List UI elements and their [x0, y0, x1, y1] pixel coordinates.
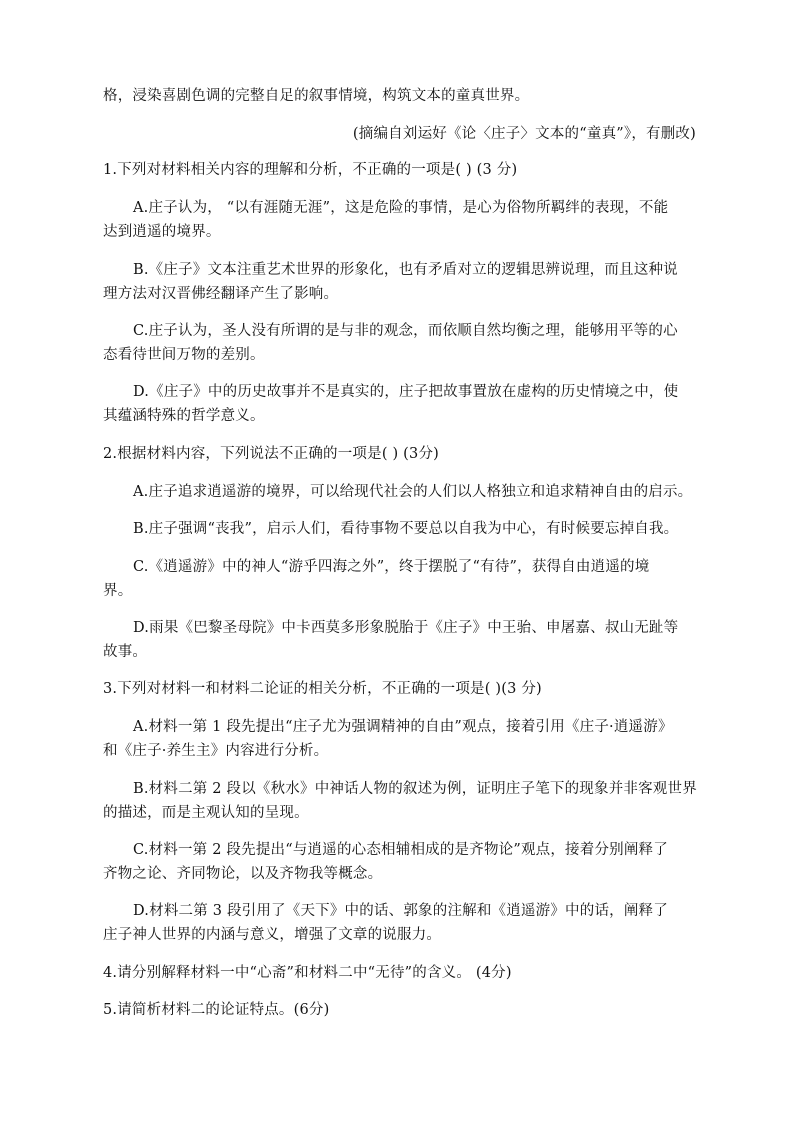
- question-2-option-d-line-1: D.雨果《巴黎圣母院》中卡西莫多形象脱胎于《庄子》中王骀、申屠嘉、叔山无趾等: [133, 620, 679, 636]
- question-1-option-b-line-1: B.《庄子》文本注重艺术世界的形象化，也有矛盾对立的逻辑思辨说理，而且这种说: [133, 262, 678, 278]
- question-5-stem: 5.请简析材料二的论证特点。(6分): [103, 1002, 330, 1018]
- question-2-option-c-line-2: 界。: [103, 583, 133, 599]
- question-2-option-a-line-1: A.庄子追求逍遥游的境界，可以给现代社会的人们以人格独立和追求精神自由的启示。: [133, 484, 693, 500]
- question-1-stem: 1.下列对材料相关内容的理解和分析，不正确的一项是( ) (3 分): [103, 162, 518, 178]
- question-1-option-a-line-2: 达到逍遥的境界。: [103, 224, 221, 240]
- question-4-stem: 4.请分别解释材料一中“心斋”和材料二中“无待”的含义。 (4分): [103, 965, 512, 981]
- question-1-option-b-line-2: 理方法对汉晋佛经翻译产生了影响。: [103, 286, 339, 302]
- question-1-option-c-line-2: 态看待世间万物的差别。: [103, 347, 265, 363]
- question-2-stem: 2.根据材料内容，下列说法不正确的一项是( ) (3分): [103, 446, 440, 462]
- question-1-option-c-line-1: C.庄子认为，圣人没有所谓的是与非的观念，而依顺自然均衡之理，能够用平等的心: [133, 323, 678, 339]
- question-2-option-d-line-2: 故事。: [103, 644, 148, 660]
- question-2-option-b-line-1: B.庄子强调“丧我”，启示人们，看待事物不要总以自我为中心，有时候要忘掉自我。: [133, 521, 679, 537]
- question-2-option-c-line-1: C.《逍遥游》中的神人“游乎四海之外”，终于摆脱了“有待”，获得自由逍遥的境: [133, 559, 650, 575]
- question-3-option-a-line-2: 和《庄子·养生主》内容进行分析。: [103, 743, 329, 759]
- question-3-option-d-line-1: D.材料二第 3 段引用了《天下》中的话、郭象的注解和《逍遥游》中的话，阐释了: [133, 903, 668, 919]
- question-1-option-d-line-1: D.《庄子》中的历史故事并不是真实的，庄子把故事置放在虚构的历史情境之中，使: [133, 384, 679, 400]
- question-1-option-a-line-1: A.庄子认为， “以有涯随无涯”，这是危险的事情，是心为俗物所羁绊的表现，不能: [133, 200, 669, 216]
- question-3-option-c-line-2: 齐物之论、齐同物论，以及齐物我等概念。: [103, 866, 383, 882]
- question-3-option-a-line-1: A.材料一第 1 段先提出“庄子尤为强调精神的自由”观点，接着引用《庄子·逍遥游》: [133, 719, 673, 735]
- question-3-option-d-line-2: 庄子神人世界的内涵与意义，增强了文章的说服力。: [103, 927, 442, 943]
- question-3-stem: 3.下列对材料一和材料二论证的相关分析，不正确的一项是( )(3 分): [103, 681, 542, 697]
- source-citation: (摘编自刘运好《论〈庄子〉文本的“童真”》，有删改): [352, 126, 696, 142]
- question-3-option-b-line-2: 的描述，而是主观认知的呈现。: [103, 805, 309, 821]
- question-3-option-c-line-1: C.材料一第 2 段先提出“与逍遥的心态相辅相成的是齐物论”观点，接着分别阐释了: [133, 842, 668, 858]
- question-1-option-d-line-2: 其蕴涵特殊的哲学意义。: [103, 408, 265, 424]
- question-3-option-b-line-1: B.材料二第 2 段以《秋水》中神话人物的叙述为例，证明庄子笔下的现象并非客观世界: [133, 781, 697, 797]
- passage-tail: 格，浸染喜剧色调的完整自足的叙事情境，构筑文本的童真世界。: [103, 88, 530, 104]
